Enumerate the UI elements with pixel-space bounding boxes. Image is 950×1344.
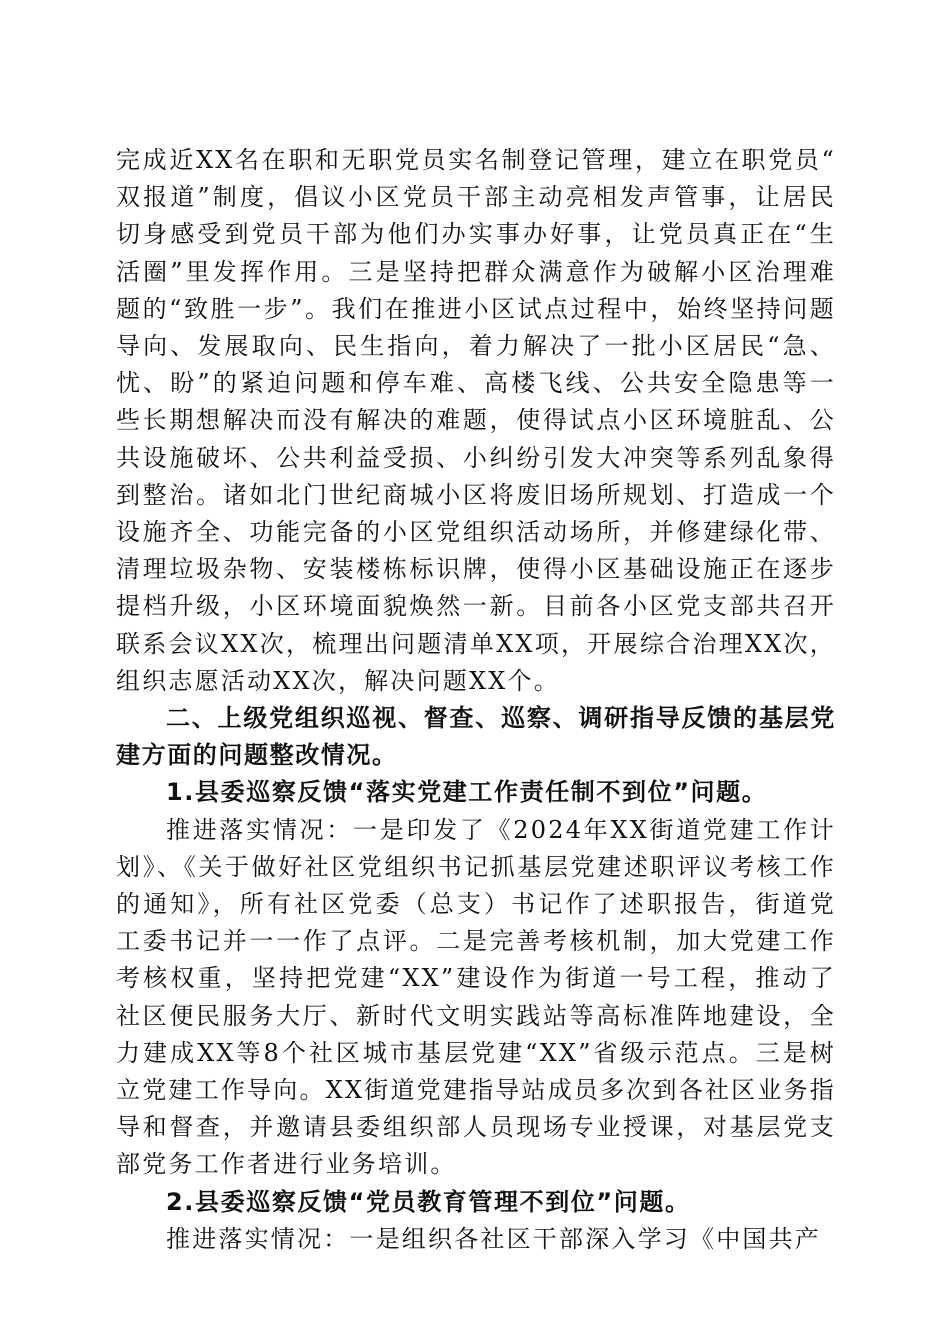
paragraph-body-1: 完成近XX名在职和无职党员实名制登记管理，建立在职党员“双报道”制度，倡议小区党员干部主动亮相发声管事，让居民切身感受到党员干部为他们办实事办好事，让党员真正在“生活圈”里发挥作用。三是坚持把群众满意作为破解小区治理难题的“致胜一步”。我们在推进小区试点过程中，始终坚持问题导向、发展取向、民生指向，着力解决了一批小区居民“急、忧、盼”的紧迫问题和停车难、高楼飞线、公共安全隐患等一些长期想解决而没有解决的难题，使得试点小区环境脏乱、公共设施破坏、公共利益受损、小纠纷引发大冲突等系列乱象得到整治。诸如北门世纪商城小区将废旧场所规划、打造成一个设施齐全、功能完备的小区党组织活动场所，并修建绿化带、清理垃圾杂物、安装楼栋标识牌，使得小区基础设施正在逐步提档升级，小区环境面貌焕然一新。目前各小区党支部共召开联系会议XX次，梳理出问题清单XX项，开展综合治理XX次，组织志愿活动XX次，解决问题XX个。 (116, 146, 836, 695)
paragraph-body-3: 推进落实情况：一是组织各社区干部深入学习《中国共产 (166, 1224, 821, 1253)
section-heading-2: 二、上级党组织巡视、督查、巡察、调研指导反馈的基层党建方面的问题整改情况。 (116, 704, 836, 770)
paragraph-body-2: 推进落实情况：一是印发了《2024年XX街道党建工作计划》、《关于做好社区党组织书记抓基层党建述职评议考核工作的通知》，所有社区党委（总支）书记作了述职报告，街道党工委书记并一一作了点评。二是完善考核机制，加大党建工作考核权重，坚持把党建“XX”建设作为街道一号工程，推动了社区便民服务大厅、新时代文明实践站等高标准阵地建设，全力建成XX等8个社区城市基层党建“XX”省级示范点。三是树立党建工作导向。XX街道党建指导站成员多次到各社区业务指导和督查，并邀请县委组织部人员现场专业授课，对基层党支部党务工作者进行业务培训。 (116, 815, 836, 1179)
sub-heading-2-1: 1.县委巡察反馈“落实党建工作责任制不到位”问题。 (166, 778, 768, 807)
sub-heading-2-2: 2.县委巡察反馈“党员教育管理不到位”问题。 (166, 1187, 691, 1216)
document-body (116, 142, 836, 1258)
